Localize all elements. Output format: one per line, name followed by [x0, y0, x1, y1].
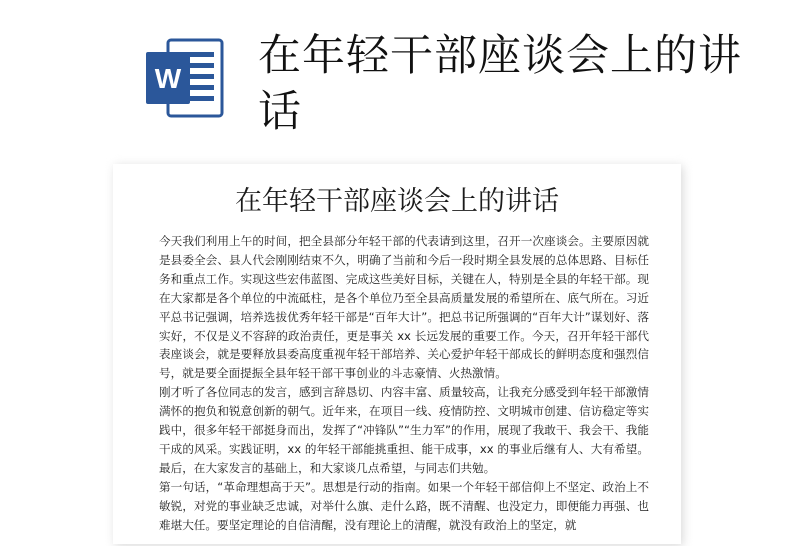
word-document-icon — [142, 36, 226, 120]
document-body — [159, 232, 649, 535]
document-page — [113, 164, 681, 544]
header — [0, 0, 800, 160]
paragraph-3: 第一句话，“革命理想高于天”。思想是行动的指南。如果一个年轻干部信仰上不坚定、政治上不敏锐，对党的事业缺乏忠诚，对举什么旗、走什么路，既不清醒、也没定力，即便能力再强、也难堪大任。要坚定理论的自信清醒，没有理论上的清醒，就没有政治上的坚定，就 — [159, 479, 649, 532]
paragraph-1: 今天我们利用上午的时间，把全县部分年轻干部的代表请到这里，召开一次座谈会。主要原因就是县委全会、县人代会刚刚结束不久，明确了当前和今后一段时期全县发展的总体思路、目标任务和重点工作。实现这些宏伟蓝图、完成这些美好目标，关键在人，特别是全县的年轻干部。现在大家都是各个单位的中流砥柱，是各个单位乃至全县高质量发展的希望所在、底气所在。习近平总书记强调，培养选拔优秀年轻干部是“百年大计”。把总书记所强调的“百年大计”谋划好、落实好，不仅是义不容辞的政治责任，更是事关 xx 长远发展的重要工作。今天，召开年轻干部代表座谈会，就是要释放县委高度重视年轻干部培养、关心爱护年轻干部成长的鲜明态度和强烈信号，就是要全面提振全县年轻干部干事创业的斗志豪情、火热激情。 — [159, 234, 649, 381]
header-title: 在年轻干部座谈会上的讲话 — [258, 31, 742, 137]
document-title: 在年轻干部座谈会上的讲话 — [235, 186, 559, 217]
paragraph-2: 刚才听了各位同志的发言，感到言辞恳切、内容丰富、质量较高，让我充分感受到年轻干部激情满怀的抱负和锐意创新的朝气。近年来，在项目一线、疫情防控、文明城市创建、信访稳定等实践中，很多年轻干部挺身而出，发挥了“冲锋队”“生力军”的作用，展现了我敢干、我会干、我能干成的风采。实践证明，xx 的年轻干部能挑重担、能干成事，xx 的事业后继有人、大有希望。最后，在大家发言的基础上，和大家谈几点希望，与同志们共勉。 — [159, 385, 649, 475]
word-icon-letter: W — [154, 63, 182, 94]
